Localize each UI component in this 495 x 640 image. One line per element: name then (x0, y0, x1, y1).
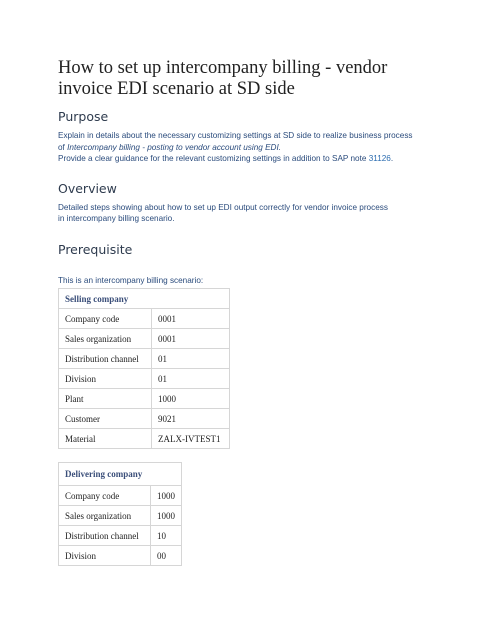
purpose-line-3-suffix: . (390, 154, 394, 163)
table-cell-label: Sales organization (59, 329, 152, 349)
purpose-heading: Purpose (58, 109, 109, 124)
table-cell-value: 1000 (151, 486, 182, 506)
delivering-company-table (58, 462, 182, 566)
selling-company-header: Selling company (59, 289, 230, 309)
purpose-paragraph (58, 130, 438, 165)
table-cell-label: Company code (59, 309, 152, 329)
purpose-line-2-prefix: of (58, 142, 68, 152)
overview-line-1: Detailed steps showing about how to set up EDI output correctly for vendor invoice process (58, 202, 388, 212)
table-cell-label: Distribution channel (59, 526, 151, 546)
purpose-line-3-prefix: Provide a clear guidance for the relevant customizing settings in addition to SAP note (58, 154, 369, 163)
table-cell-value: 9021 (152, 409, 230, 429)
table-row (59, 486, 182, 506)
delivering-company-header: Delivering company (59, 463, 182, 486)
table-header-row (59, 463, 182, 486)
table-cell-value: 1000 (151, 506, 182, 526)
purpose-line-1: Explain in details about the necessary customizing settings at SD side to realize business process (58, 131, 413, 140)
table-cell-label: Material (59, 429, 152, 449)
overview-paragraph (58, 202, 438, 225)
document-title: How to set up intercompany billing - vendor invoice EDI scenario at SD side (58, 58, 388, 99)
document-page (58, 58, 438, 566)
table-cell-value: 0001 (152, 309, 230, 329)
table-cell-value: 01 (152, 369, 230, 389)
table-cell-value: 10 (151, 526, 182, 546)
table-cell-label: Division (59, 369, 152, 389)
table-cell-label: Company code (59, 486, 151, 506)
table-cell-label: Distribution channel (59, 349, 152, 369)
selling-company-table (58, 288, 230, 449)
table-row (59, 506, 182, 526)
table-cell-value: 0001 (152, 329, 230, 349)
table-cell-value: 00 (151, 546, 182, 566)
table-cell-value: ZALX-IVTEST1 (152, 429, 230, 449)
table-row (59, 409, 230, 429)
table-cell-label: Sales organization (59, 506, 151, 526)
table-row (59, 329, 230, 349)
table-row (59, 349, 230, 369)
table-row (59, 526, 182, 546)
table-row (59, 309, 230, 329)
table-cell-value: 1000 (152, 389, 230, 409)
purpose-line-2-italic: Intercompany billing - posting to vendor account using EDI. (67, 142, 282, 152)
overview-line-2: in intercompany billing scenario. (58, 214, 175, 223)
table-row (59, 389, 230, 409)
prerequisite-intro: This is an intercompany billing scenario: (58, 275, 204, 285)
table-cell-label: Customer (59, 409, 152, 429)
prerequisite-heading: Prerequisite (58, 241, 133, 257)
sap-note-link[interactable]: 31126 (368, 154, 391, 163)
table-cell-label: Division (59, 546, 151, 566)
overview-heading: Overview (58, 180, 117, 196)
table-header-row (59, 289, 230, 309)
table-cell-value: 01 (152, 349, 230, 369)
table-row (59, 546, 182, 566)
table-row (59, 369, 230, 389)
table-cell-label: Plant (59, 389, 152, 409)
table-row (59, 429, 230, 449)
